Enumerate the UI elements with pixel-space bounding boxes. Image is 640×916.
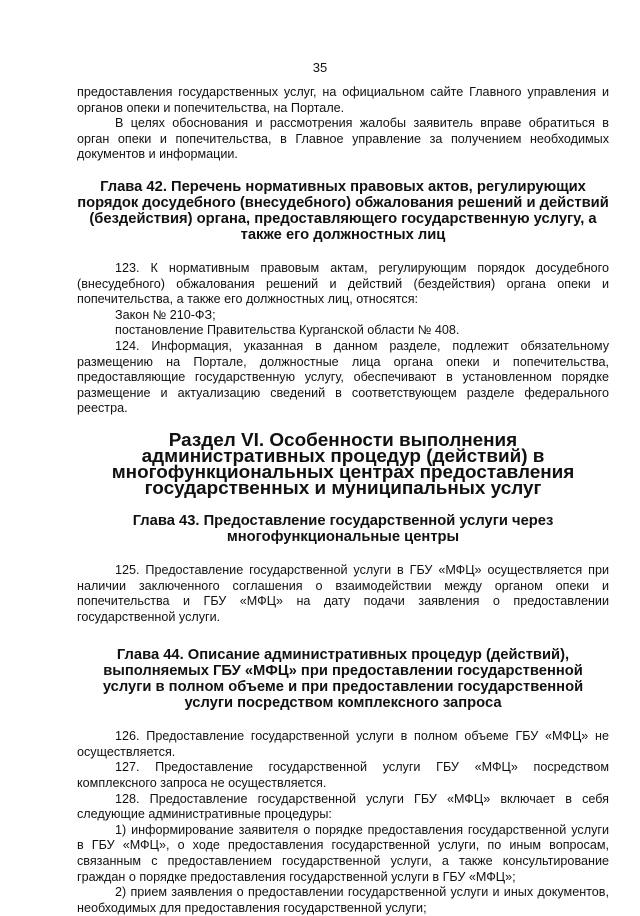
page-number: 35 — [312, 60, 328, 75]
paragraph-125: 125. Предоставление государственной услуги в ГБУ «МФЦ» осуществляется при наличии заключенного соглашения о взаимодействии между органом опеки и попечительства и ГБУ «МФЦ» на дату подачи заявления о предоставлении государственной услуги. — [77, 562, 609, 624]
list-item-1: 1) информирование заявителя о порядке предоставления государственной услуги в ГБУ «МФЦ», о ходе предоставления государственной услуги, по иным вопросам, связанным с предоставлением государственной услуги, а также консультирование граждан о порядке предоставления государственной услуги в ГБУ «МФЦ»; — [77, 822, 609, 884]
chapter-43-heading: Глава 43. Предоставление государственной услуги через многофункциональные центры — [132, 512, 554, 545]
paragraph-123: 123. К нормативным правовым актам, регулирующим порядок досудебного (внесудебного) обжалования решений и действий (бездействия) органа опеки и попечительства, а также его должностных лиц, относятся: — [77, 260, 609, 307]
chapter-42-heading: Глава 42. Перечень нормативных правовых актов, регулирующих порядок досудебного (внесудебного) обжалования решений и действий (бездействия) органа, предоставляющего государственную услугу, а также его должностных лиц — [77, 178, 609, 243]
list-item-2: 2) прием заявления о предоставлении государственной услуги и иных документов, необходимых для предоставления государственной услуги; — [77, 885, 609, 915]
section-6-heading: Раздел VI. Особенности выполнения административных процедур (действий) в многофункциональных центрах предоставления государственных и муниципальных услуг — [111, 429, 575, 499]
chapter-44-heading: Глава 44. Описание административных процедур (действий), выполняемых ГБУ «МФЦ» при предоставлении государственной услуги в полном объеме и при предоставлении государственной услуги посредством комплексного запроса — [102, 647, 584, 712]
paragraph-124: 124. Информация, указанная в данном разделе, подлежит обязательному размещению на Портале, должностные лица органа опеки и попечительства, предоставляющие государственную услугу, обеспечивают в установленном порядке размещение и актуализацию сведений в соответствующем разделе федерального реестра. — [77, 338, 609, 416]
law-210-fz: Закон № 210-ФЗ; — [115, 307, 216, 322]
paragraph-continuation: предоставления государственных услуг, на официальном сайте Главного управления и органов опеки и попечительства, на Портале. — [77, 85, 609, 115]
law-resolution-408: постановление Правительства Курганской области № 408. — [115, 323, 460, 338]
paragraph-127: 127. Предоставление государственной услуги ГБУ «МФЦ» посредством комплексного запроса не осуществляется. — [77, 760, 609, 791]
paragraph-appeal-rights: В целях обоснования и рассмотрения жалобы заявитель вправе обратиться в орган опеки и попечительства, в Главное управление за получением необходимых документов и информации. — [77, 116, 609, 162]
paragraph-126: 126. Предоставление государственной услуги в полном объеме ГБУ «МФЦ» не осуществляется. — [77, 729, 609, 759]
page-content — [77, 85, 609, 916]
paragraph-128: 128. Предоставление государственной услуги ГБУ «МФЦ» включает в себя следующие административные процедуры: — [77, 791, 609, 822]
